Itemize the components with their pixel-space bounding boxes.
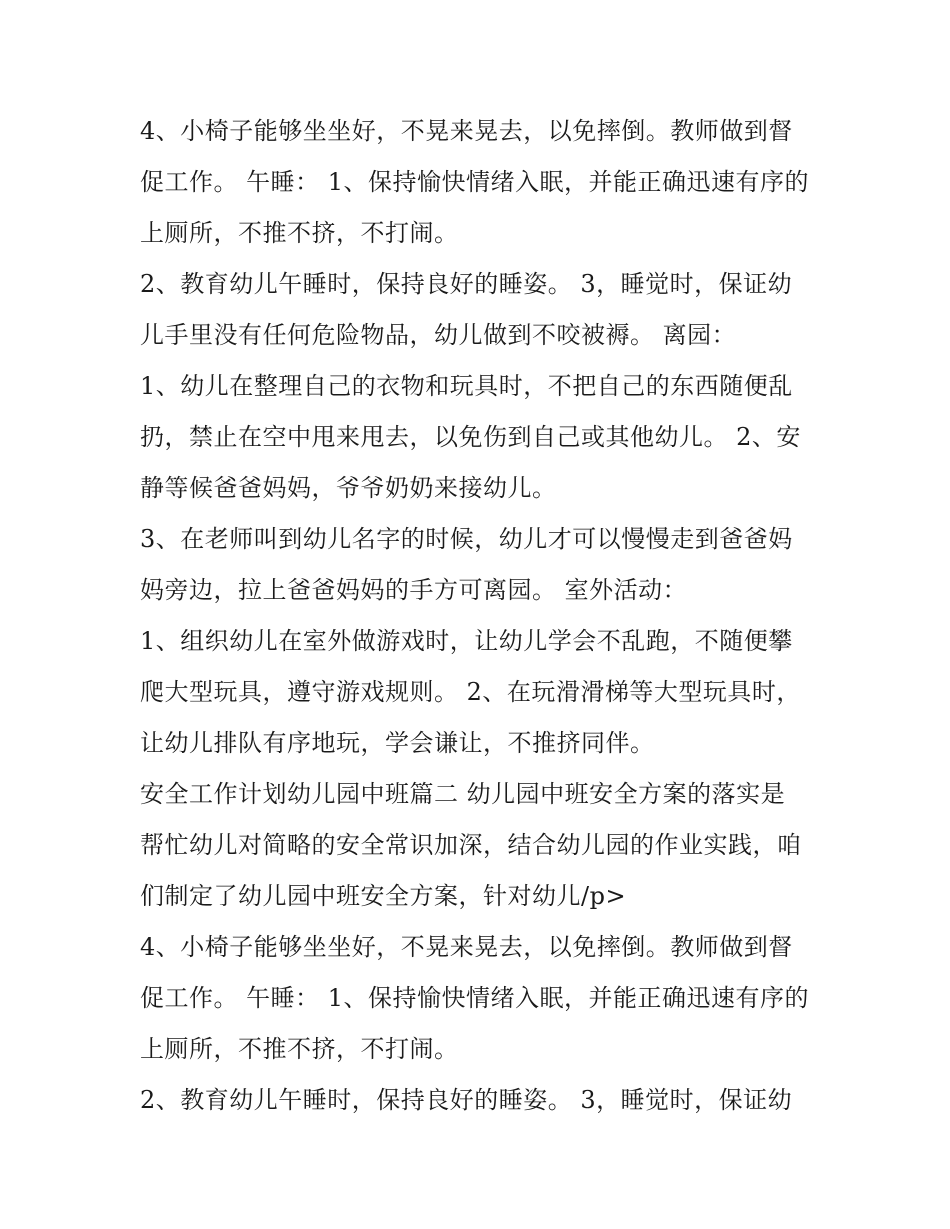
text-line: 促工作。 午睡： 1、保持愉快情绪入眠，并能正确迅速有序的 xyxy=(140,984,810,1012)
text-line: 2、教育幼儿午睡时，保持良好的睡姿。 3，睡觉时，保证幼 xyxy=(140,1086,793,1114)
text-line: 3、在老师叫到幼儿名字的时候，幼儿才可以慢慢走到爸爸妈 xyxy=(140,525,793,553)
text-line: 促工作。 午睡： 1、保持愉快情绪入眠，并能正确迅速有序的 xyxy=(140,168,810,196)
text-line: 妈旁边，拉上爸爸妈妈的手方可离园。 室外活动： xyxy=(140,576,688,604)
text-line: 扔，禁止在空中甩来甩去，以免伤到自己或其他幼儿。 2、安 xyxy=(140,423,801,451)
text-line: 爬大型玩具，遵守游戏规则。 2、在玩滑滑梯等大型玩具时， xyxy=(140,678,801,706)
text-line: 让幼儿排队有序地玩，学会谦让，不推挤同伴。 xyxy=(140,729,655,757)
text-line: 1、幼儿在整理自己的衣物和玩具时，不把自己的东西随便乱 xyxy=(140,372,793,400)
text-line: 1、组织幼儿在室外做游戏时，让幼儿学会不乱跑，不随便攀 xyxy=(140,627,793,655)
text-line: 安全工作计划幼儿园中班篇二 幼儿园中班安全方案的落实是 xyxy=(140,780,786,808)
text-line: 上厕所，不推不挤，不打闹。 xyxy=(140,1035,459,1063)
text-line: 们制定了幼儿园中班安全方案，针对幼儿/p> xyxy=(140,882,627,910)
text-line: 帮忙幼儿对简略的安全常识加深，结合幼儿园的作业实践，咱 xyxy=(140,831,802,859)
text-line: 静等候爸爸妈妈，爷爷奶奶来接幼儿。 xyxy=(140,474,557,502)
text-line: 上厕所，不推不挤，不打闹。 xyxy=(140,219,459,247)
document-body xyxy=(140,106,830,1126)
text-line: 4、小椅子能够坐坐好，不晃来晃去，以免摔倒。教师做到督 xyxy=(140,933,793,961)
text-line: 2、教育幼儿午睡时，保持良好的睡姿。 3，睡觉时，保证幼 xyxy=(140,270,793,298)
text-line: 4、小椅子能够坐坐好，不晃来晃去，以免摔倒。教师做到督 xyxy=(140,117,793,145)
text-line: 儿手里没有任何危险物品，幼儿做到不咬被褥。 离园： xyxy=(140,321,737,349)
